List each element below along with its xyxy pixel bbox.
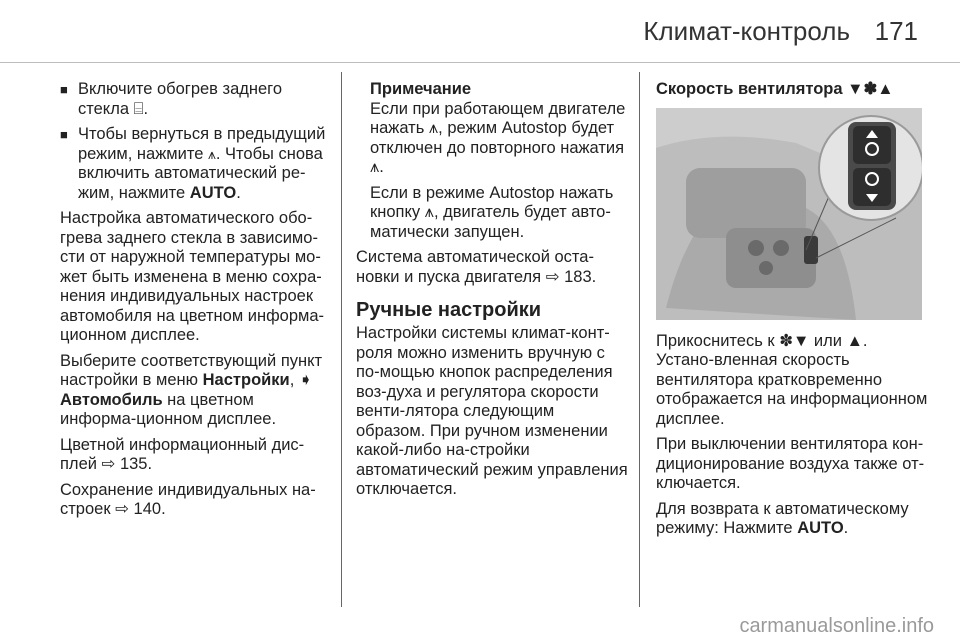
note-paragraph-1: Если при работающем двигателе нажать ⩚, режим Autostop будет отключен до повторного нажатия ⩚. [370, 99, 626, 176]
subheading-fan-speed: Скорость вентилятора ▼✽▲ [656, 80, 894, 98]
page-number: 171 [874, 16, 918, 46]
column-2 [356, 80, 628, 506]
paragraph-fan-off: При выключении вентилятора кон-диционирование воздуха также от-ключается. [656, 435, 925, 492]
note-block [356, 80, 628, 242]
column-divider [341, 72, 342, 607]
menu-vehicle-label: Автомобиль [60, 390, 163, 409]
column-3 [656, 80, 928, 545]
dashboard-illustration [656, 108, 922, 320]
paragraph-auto-heating: Настройка автоматического обо-грева заднего стекла в зависимо-сти от наружной температуры мо-жет быть изменена в меню сохра-нения индивидуальных настроек автомобиля на цветном информа-ционном дисплее. [60, 209, 325, 344]
page-header [0, 0, 960, 63]
defrost-icon: ⩚ [207, 145, 216, 162]
paragraph-return-auto: Для возврата к автоматическому режиму: Нажмите AUTO. [656, 499, 909, 537]
column-divider [639, 72, 640, 607]
auto-label: AUTO [189, 183, 237, 202]
reference-color-display: Цветной информационный дис-плей ⇨ 135. [60, 435, 305, 473]
paragraph-manual-settings: Настройки системы климат-конт-роля можно изменить вручную с по-мощью кнопок распределения воз-духа и регулятора скорости венти-лятора следующим образом. При ручном изменении какой-либо на-стройки автоматический режим управления отключается. [356, 324, 628, 498]
reference-autostop: Система автоматической оста-новки и пуска двигателя ⇨ 183. [356, 248, 597, 286]
auto-label: AUTO [797, 519, 844, 537]
bullet-rear-window-heating: ■ Включите обогрев заднего стекла ⌸. [60, 80, 330, 119]
watermark: carmanualsonline.info [739, 615, 934, 637]
column-1 [60, 80, 330, 526]
dashboard-illustration-svg [656, 108, 922, 320]
reference-save-settings: Сохранение индивидуальных на-строек ⇨ 140. [60, 480, 316, 518]
note-paragraph-2: Если в режиме Autostop нажать кнопку ⩚, двигатель будет авто-матически запущен. [370, 183, 614, 241]
paragraph-fan-touch: Прикоснитесь к ✽▼ или ▲. Устано-вленная скорость вентилятора кратковременно отображается на информационном дисплее. [656, 331, 928, 428]
bullet-return-previous-mode: ■ Чтобы вернуться в предыдущий режим, нажмите ⩚. Чтобы снова включить автоматический ре-жим, нажмите AUTO. [60, 125, 330, 203]
page-title: Климат-контроль [643, 16, 850, 46]
paragraph-settings-menu: Выберите соответствующий пункт настройки в меню Настройки, ➧ Автомобиль на цветном информа-ционном дисплее. [60, 351, 323, 428]
menu-settings-label: Настройки [202, 371, 290, 389]
section-heading-manual: Ручные настройки [356, 299, 542, 321]
note-title: Примечание [370, 80, 472, 98]
